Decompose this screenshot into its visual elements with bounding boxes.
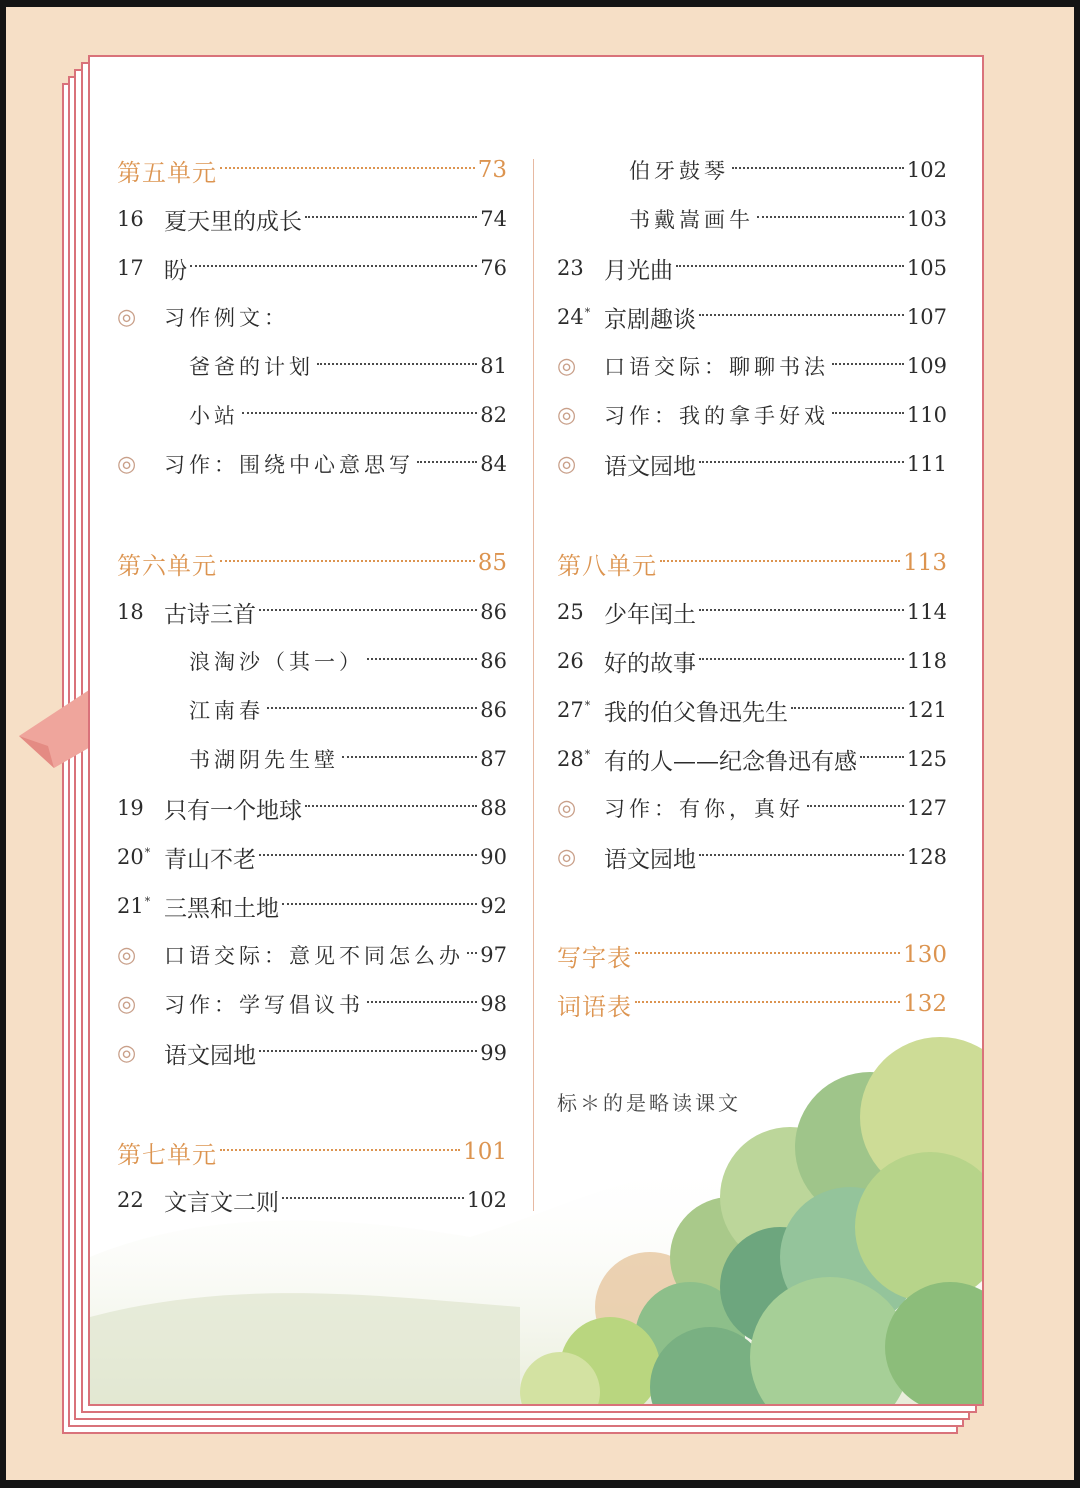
dot-leader <box>317 363 477 365</box>
entry-title: 江南春 <box>189 699 264 723</box>
entry-title: 青山不老 <box>164 846 256 873</box>
lesson-number <box>117 845 164 869</box>
dot-leader <box>220 560 475 562</box>
lesson-number <box>117 894 164 918</box>
page-number: 105 <box>906 256 947 280</box>
entry-title: 语文园地 <box>604 846 696 873</box>
entry-title: 浪淘沙（其一） <box>189 650 364 674</box>
skim-reading-star: * <box>144 895 151 908</box>
page-number: 132 <box>903 991 947 1017</box>
entry-title: 三黑和土地 <box>164 895 279 922</box>
lesson-number-text: 22 <box>117 1188 144 1212</box>
page-number: 87 <box>480 747 507 771</box>
entry-title: 习作：围绕中心意思写 <box>164 453 414 477</box>
double-circle-icon: ◎ <box>557 795 577 821</box>
toc-entry[interactable] <box>117 739 507 779</box>
dot-leader <box>267 707 477 709</box>
toc-entry[interactable] <box>557 984 947 1024</box>
lesson-number-text: 20 <box>117 845 144 869</box>
toc-entry[interactable] <box>117 935 507 975</box>
lesson-number-text: 26 <box>557 649 584 673</box>
entry-title: 盼 <box>164 257 187 284</box>
dot-leader <box>699 658 904 660</box>
unit-title: 写字表 <box>557 943 632 972</box>
lesson-number <box>557 600 604 624</box>
toc-entry[interactable] <box>117 886 507 926</box>
lesson-number-text: 19 <box>117 796 144 820</box>
toc-entry[interactable] <box>557 690 947 730</box>
toc-entry[interactable] <box>557 739 947 779</box>
toc-entry[interactable] <box>117 984 507 1024</box>
toc-entry[interactable] <box>117 641 507 681</box>
footnote: 标＊的是略读课文 <box>557 1091 741 1115</box>
dot-leader <box>807 805 904 807</box>
lesson-number-text: 23 <box>557 256 584 280</box>
page-number: 125 <box>906 747 947 771</box>
toc-entry[interactable] <box>117 346 507 386</box>
toc-entry[interactable] <box>557 444 947 484</box>
lesson-number <box>117 796 164 820</box>
toc-entry[interactable] <box>557 346 947 386</box>
page-number: 86 <box>480 600 507 624</box>
toc-entry[interactable] <box>557 641 947 681</box>
entry-title: 习作：学写倡议书 <box>164 993 364 1017</box>
page-number: 88 <box>480 796 507 820</box>
page-number: 127 <box>906 796 947 820</box>
entry-title: 好的故事 <box>604 650 696 677</box>
unit-title: 第五单元 <box>117 158 217 187</box>
page-number: 130 <box>903 942 947 968</box>
page-number: 97 <box>480 943 507 967</box>
toc-entry[interactable] <box>117 1033 507 1073</box>
lesson-number-text: 28 <box>557 747 584 771</box>
toc-entry[interactable] <box>557 788 947 828</box>
toc-entry[interactable] <box>117 444 507 484</box>
dot-leader <box>190 265 477 267</box>
entry-title: 京剧趣谈 <box>604 306 696 333</box>
dot-leader <box>367 658 477 660</box>
toc-entry[interactable] <box>117 543 507 583</box>
lesson-number <box>557 305 604 329</box>
double-circle-icon: ◎ <box>557 451 577 477</box>
dot-leader <box>676 265 904 267</box>
lesson-number <box>117 1188 164 1212</box>
dot-leader <box>757 216 904 218</box>
skim-reading-star: * <box>584 748 591 761</box>
double-circle-icon: ◎ <box>117 942 137 968</box>
toc-entry[interactable] <box>557 592 947 632</box>
page-number: 92 <box>480 894 507 918</box>
page-number: 121 <box>906 698 947 722</box>
page-number: 81 <box>480 354 507 378</box>
page-number: 74 <box>480 207 507 231</box>
toc-entry[interactable] <box>557 248 947 288</box>
page-number: 107 <box>906 305 947 329</box>
page-number: 102 <box>906 158 947 182</box>
dot-leader <box>282 903 477 905</box>
dot-leader <box>699 854 904 856</box>
dot-leader <box>732 167 904 169</box>
lesson-number <box>557 256 604 280</box>
page-number: 99 <box>480 1041 507 1065</box>
page-number: 114 <box>906 600 947 624</box>
page-number: 90 <box>480 845 507 869</box>
double-circle-icon: ◎ <box>117 304 137 330</box>
skim-reading-star: * <box>584 306 591 319</box>
toc-entry[interactable] <box>117 1180 507 1220</box>
lesson-number <box>117 207 164 231</box>
toc-entry[interactable] <box>557 395 947 435</box>
dot-leader <box>860 756 904 758</box>
dot-leader <box>699 609 904 611</box>
dot-leader <box>832 363 904 365</box>
dot-leader <box>635 952 900 954</box>
dot-leader <box>242 412 477 414</box>
entry-title: 月光曲 <box>604 257 673 284</box>
entry-title: 书湖阴先生壁 <box>189 748 339 772</box>
double-circle-icon: ◎ <box>557 844 577 870</box>
dot-leader <box>220 1149 460 1151</box>
lesson-number-text: 16 <box>117 207 144 231</box>
page-number: 111 <box>906 452 947 476</box>
page-number: 101 <box>463 1139 507 1165</box>
entry-title: 习作：我的拿手好戏 <box>604 404 829 428</box>
lesson-number-text: 27 <box>557 698 584 722</box>
entry-title: 少年闰土 <box>604 601 696 628</box>
bookmark-ribbon <box>14 686 94 776</box>
entry-title: 语文园地 <box>604 453 696 480</box>
entry-title: 我的伯父鲁迅先生 <box>604 699 788 726</box>
page-number: 118 <box>906 649 947 673</box>
double-circle-icon: ◎ <box>117 991 137 1017</box>
page-number: 84 <box>480 452 507 476</box>
double-circle-icon: ◎ <box>117 451 137 477</box>
toc-entry[interactable] <box>117 199 507 239</box>
toc-entry[interactable] <box>557 150 947 190</box>
page-number: 128 <box>906 845 947 869</box>
double-circle-icon: ◎ <box>117 1040 137 1066</box>
lesson-number <box>117 256 164 280</box>
dot-leader <box>699 314 904 316</box>
entry-title: 书戴嵩画牛 <box>629 208 754 232</box>
toc-page <box>88 55 984 1406</box>
page-number: 109 <box>906 354 947 378</box>
lesson-number-text: 18 <box>117 600 144 624</box>
dot-leader <box>220 167 475 169</box>
dot-leader <box>791 707 904 709</box>
entry-title: 只有一个地球 <box>164 797 302 824</box>
lesson-number-text: 17 <box>117 256 144 280</box>
page-number: 86 <box>480 649 507 673</box>
lesson-number <box>557 698 604 722</box>
entry-title: 古诗三首 <box>164 601 256 628</box>
double-circle-icon: ◎ <box>557 353 577 379</box>
dot-leader <box>305 216 477 218</box>
lesson-number <box>557 747 604 771</box>
skim-reading-star: * <box>584 699 591 712</box>
lesson-number <box>557 649 604 673</box>
page-number: 82 <box>480 403 507 427</box>
dot-leader <box>259 854 477 856</box>
entry-title: 口语交际：聊聊书法 <box>604 355 829 379</box>
toc-entry[interactable] <box>557 935 947 975</box>
page-number: 103 <box>906 207 947 231</box>
unit-title: 第八单元 <box>557 551 657 580</box>
entry-title: 文言文二则 <box>164 1189 279 1216</box>
dot-leader <box>259 609 477 611</box>
dot-leader <box>699 461 904 463</box>
page-number: 113 <box>903 550 947 576</box>
toc-entry[interactable] <box>117 690 507 730</box>
page-number: 110 <box>906 403 947 427</box>
unit-title: 第七单元 <box>117 1140 217 1169</box>
dot-leader <box>282 1197 464 1199</box>
toc-entry[interactable] <box>557 543 947 583</box>
dot-leader <box>259 1050 477 1052</box>
toc-entry[interactable] <box>117 788 507 828</box>
entry-title: 语文园地 <box>164 1042 256 1069</box>
toc-entry[interactable] <box>117 248 507 288</box>
toc-entry[interactable] <box>117 592 507 632</box>
dot-leader <box>832 412 904 414</box>
dot-leader <box>635 1001 900 1003</box>
page-number: 98 <box>480 992 507 1016</box>
lesson-number-text: 21 <box>117 894 144 918</box>
toc-entry[interactable] <box>557 837 947 877</box>
dot-leader <box>342 756 477 758</box>
entry-title: 伯牙鼓琴 <box>629 159 729 183</box>
toc-entry[interactable] <box>117 1132 507 1172</box>
dot-leader <box>367 1001 477 1003</box>
unit-title: 第六单元 <box>117 551 217 580</box>
lesson-number <box>117 600 164 624</box>
entry-title: 爸爸的计划 <box>189 355 314 379</box>
dot-leader <box>305 805 477 807</box>
lesson-number-text: 24 <box>557 305 584 329</box>
entry-title: 有的人——纪念鲁迅有感 <box>604 748 857 775</box>
page-number: 85 <box>477 550 507 576</box>
toc-entry[interactable] <box>117 395 507 435</box>
entry-title: 习作：有你，真好 <box>604 797 804 821</box>
dot-leader <box>417 461 477 463</box>
page-number: 102 <box>466 1188 507 1212</box>
entry-title: 口语交际：意见不同怎么办 <box>164 944 464 968</box>
toc-entry[interactable] <box>117 297 507 337</box>
toc-entry[interactable] <box>557 199 947 239</box>
lesson-number-text: 25 <box>557 600 584 624</box>
column-divider <box>533 159 534 1211</box>
toc-entry[interactable] <box>557 297 947 337</box>
entry-title: 习作例文： <box>164 306 289 330</box>
page-number: 76 <box>480 256 507 280</box>
entry-title: 夏天里的成长 <box>164 208 302 235</box>
toc-entry[interactable] <box>117 150 507 190</box>
toc-entry[interactable] <box>117 837 507 877</box>
entry-title: 小站 <box>189 404 239 428</box>
page-number: 86 <box>480 698 507 722</box>
unit-title: 词语表 <box>557 992 632 1021</box>
double-circle-icon: ◎ <box>557 402 577 428</box>
page-number: 73 <box>477 157 507 183</box>
dot-leader <box>467 952 477 954</box>
skim-reading-star: * <box>144 846 151 859</box>
dot-leader <box>660 560 900 562</box>
